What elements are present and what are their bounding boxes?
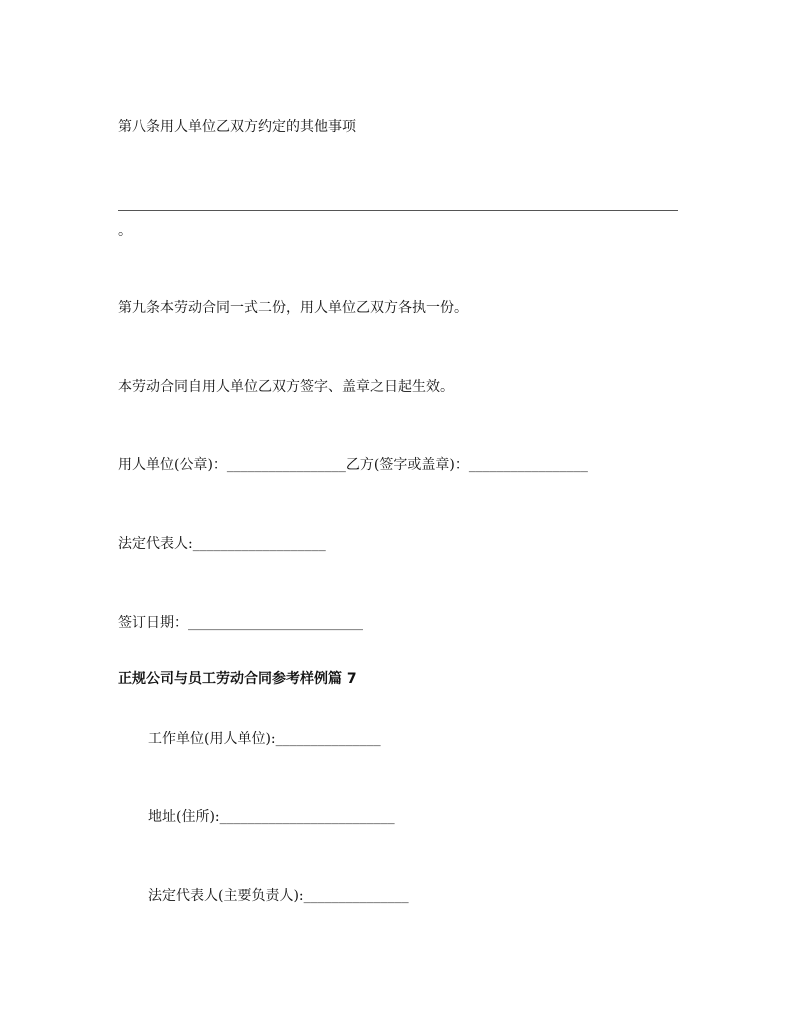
legal-representative-line: 法定代表人:___________________ bbox=[118, 536, 326, 552]
work-unit-line: 工作单位(用人单位):_______________ bbox=[148, 731, 381, 747]
signature-employer-line: 用人单位(公章)：_________________乙方(签字或盖章)：_________________ bbox=[118, 457, 588, 473]
address-line: 地址(住所):_________________________ bbox=[148, 809, 395, 825]
article-8-text: 第八条用人单位乙双方约定的其他事项 bbox=[118, 119, 356, 135]
effective-clause-text: 本劳动合同自用人单位乙双方签字、盖章之日起生效。 bbox=[118, 379, 454, 395]
blank-fill-line bbox=[118, 210, 678, 211]
section-heading: 正规公司与员工劳动合同参考样例篇 7 bbox=[118, 671, 357, 687]
article-9-text: 第九条本劳动合同一式二份，用人单位乙双方各执一份。 bbox=[118, 300, 468, 316]
principal-responsible-line: 法定代表人(主要负责人):_______________ bbox=[148, 888, 409, 904]
article-8-end-mark: 。 bbox=[118, 223, 132, 239]
signing-date-line: 签订日期：_________________________ bbox=[118, 615, 363, 631]
